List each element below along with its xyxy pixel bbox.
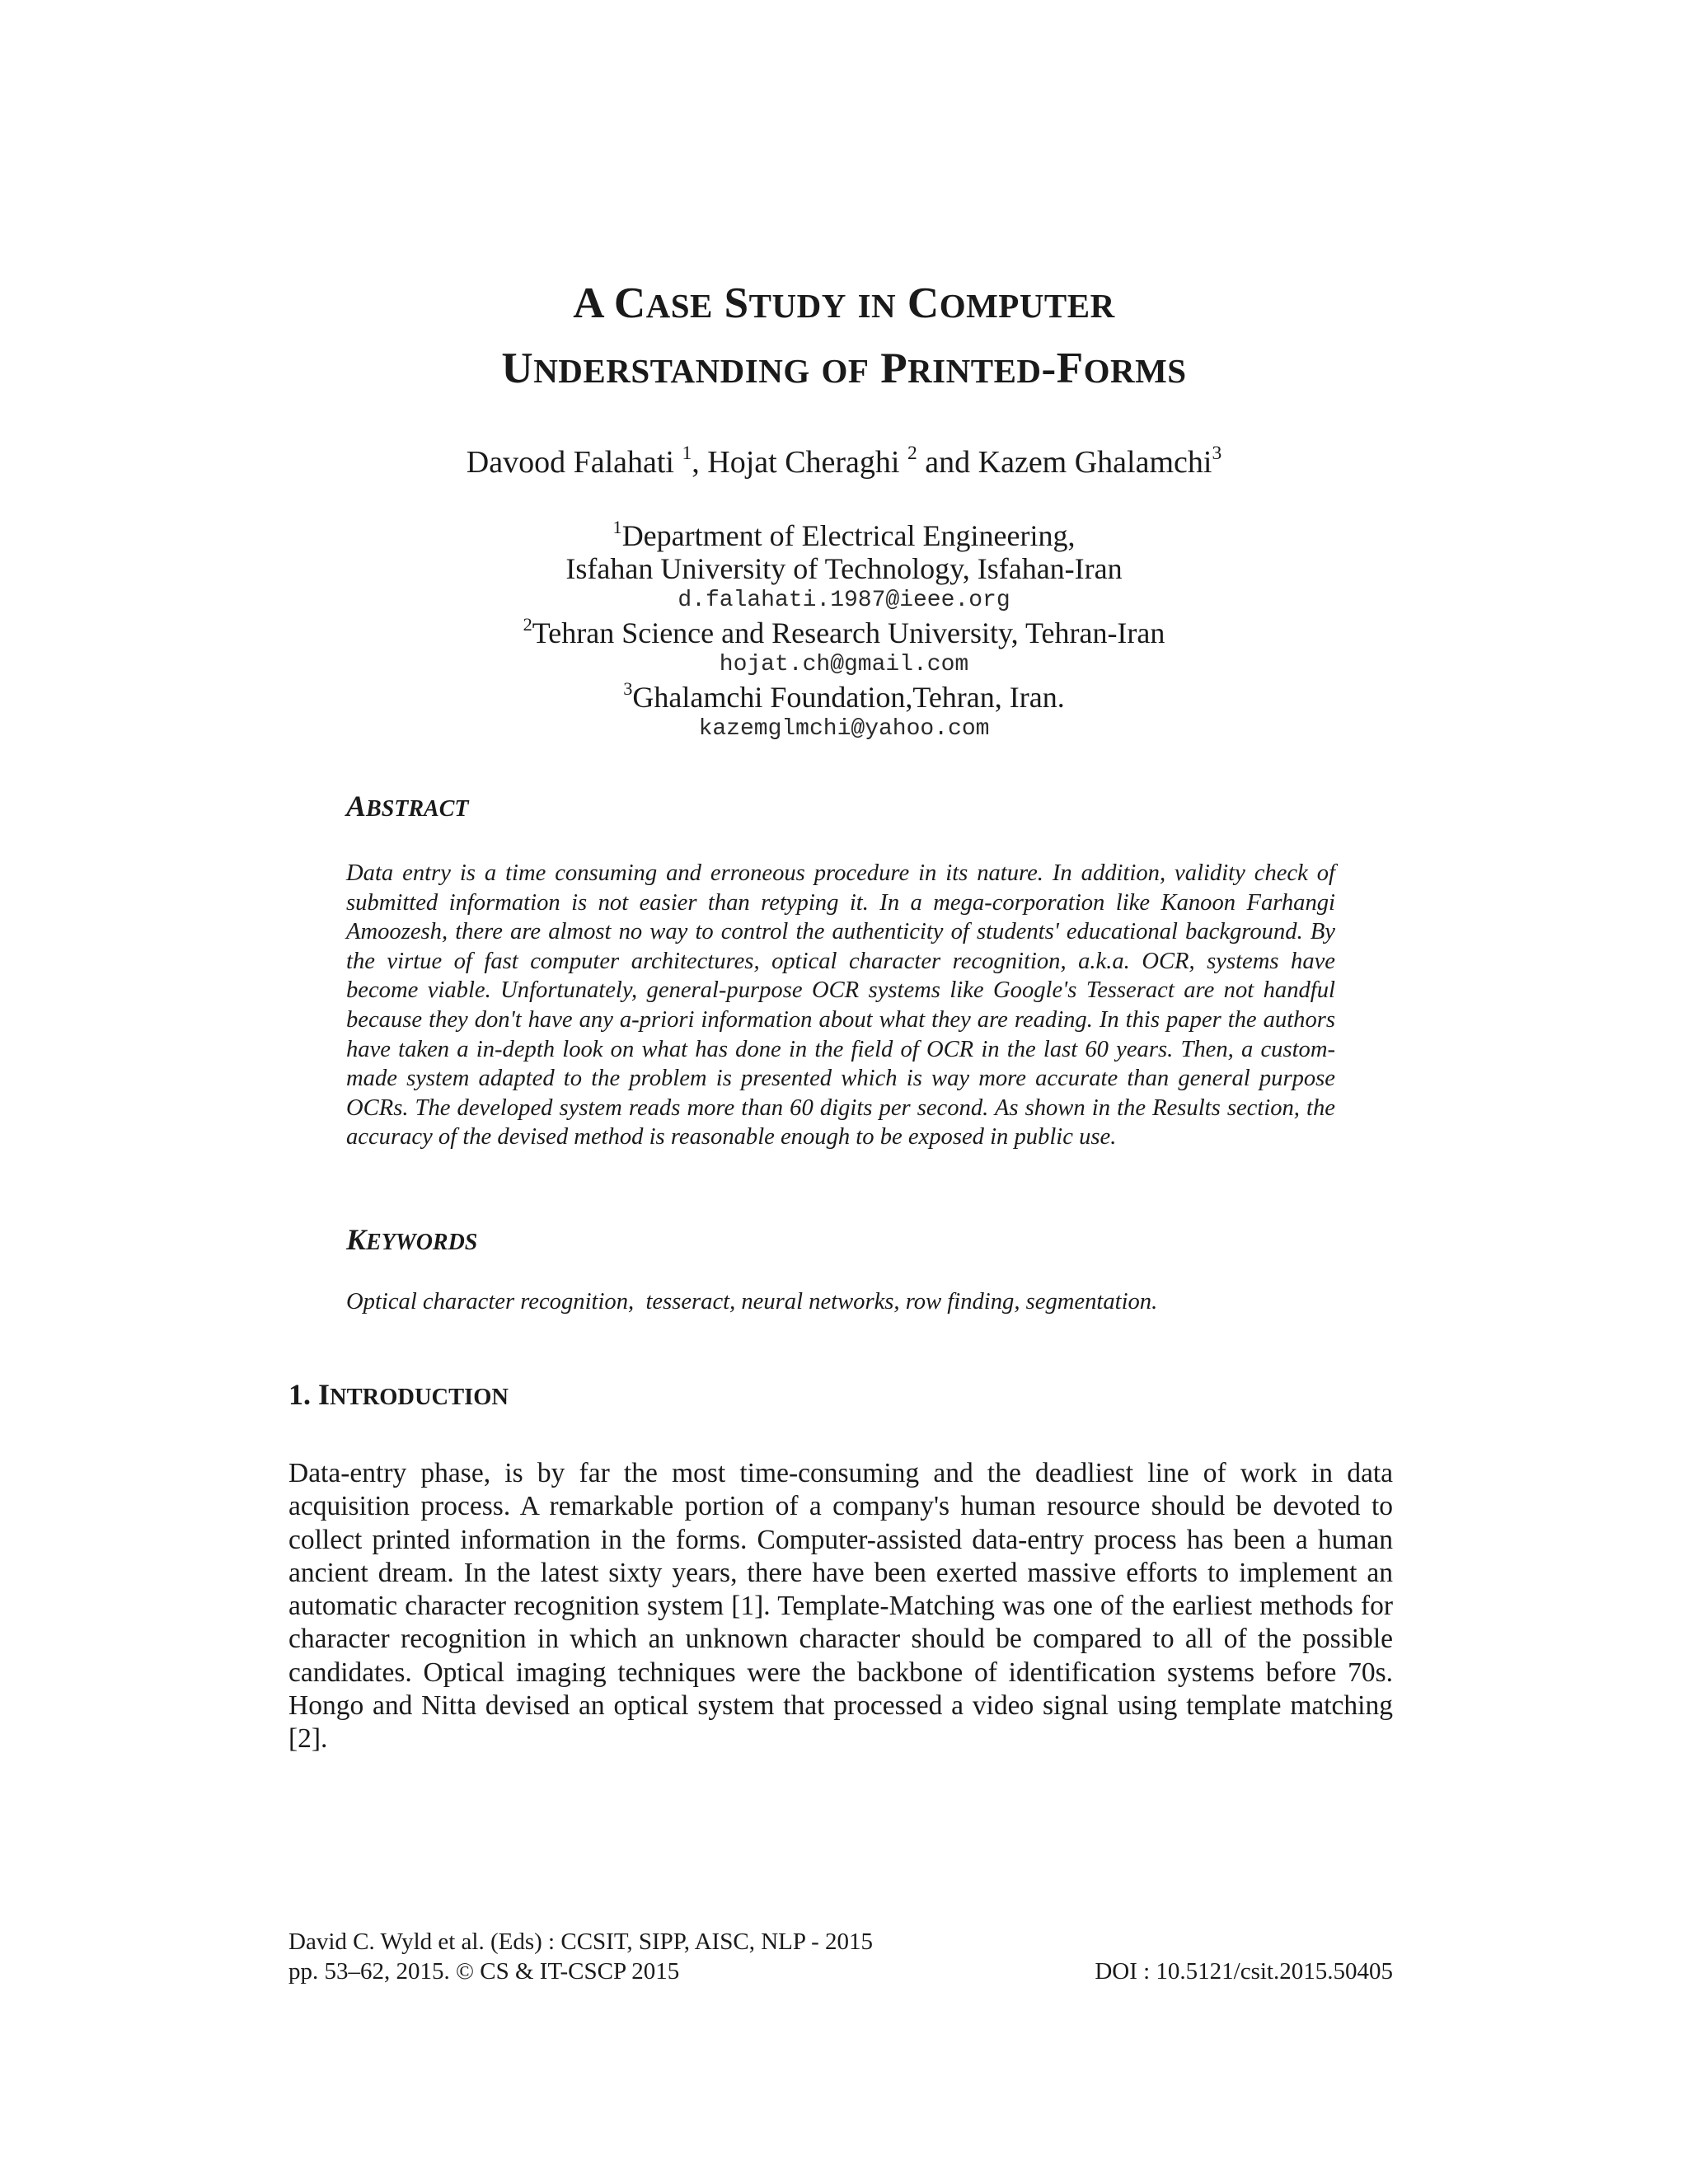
- footer-citation: [288, 1927, 873, 1986]
- paper-title: [0, 272, 1688, 402]
- footer-line-2: pp. 53–62, 2015. © CS & IT-CSCP 2015: [288, 1958, 680, 1985]
- abstract-text: Data entry is a time consuming and erroneous procedure in its nature. In addition, validity check of submitted information is not easier than retyping it. In a mega-corporation like Kanoon Farhangi Amoozesh, there are almost no way to control the authenticity of students' educational background. By the virtue of fast computer architectures, optical character recognition, a.k.a. OCR, systems have become viable. Unfortunately, general-purpose OCR systems like Google's Tesseract are not handful because they don't have any a-priori information about what they are reading. In this paper the authors have taken a in-depth look on what has done in the field of OCR in the last 60 years. Then, a custom-made system adapted to the problem is presented which is way more accurate than general purpose OCRs. The developed system reads more than 60 digits per second. As shown in the Results section, the accuracy of the devised method is reasonable enough to be exposed in public use.: [346, 860, 1335, 1151]
- affiliation-3-email: kazemglmchi@yahoo.com: [698, 716, 990, 742]
- affiliations: [0, 516, 1688, 745]
- author-name: Kazem Ghalamchi: [978, 445, 1212, 480]
- title-line-2: UNDERSTANDING OF PRINTED-FORMS: [501, 344, 1187, 392]
- affiliation-1-line-2: Isfahan University of Technology, Isfahan-Iran: [565, 552, 1123, 585]
- abstract-heading: ABSTRACT: [346, 790, 469, 823]
- keywords-heading: KEYWORDS: [346, 1223, 478, 1256]
- affiliation-1-email: d.falahati.1987@ieee.org: [678, 588, 1010, 613]
- author-affiliation-mark: 3: [1212, 443, 1222, 464]
- section-number: 1.: [288, 1378, 311, 1411]
- title-line-1: A CASE STUDY IN COMPUTER: [573, 279, 1115, 327]
- introduction-text: Data-entry phase, is by far the most time-consuming and the deadliest line of work in data acquisition process. A remarkable portion of a company's human resource should be devoted to collect printed information in the forms. Computer-assisted data-entry process has been a human ancient dream. In the latest sixty years, there have been exerted massive efforts to implement an automatic character recognition system [1]. Template-Matching was one of the earliest methods for character recognition in which an unknown character should be compared to all of the possible candidates. Optical imaging techniques were the backbone of identification systems before 70s. Hongo and Nitta devised an optical system that processed a video signal using template matching [2].: [288, 1458, 1393, 1755]
- author-name: Davood Falahati: [466, 445, 674, 480]
- author-list: Davood Falahati $^1$, Hojat Cheraghi $^2$ and Kazem Ghalamchi$^3$: [466, 443, 1222, 480]
- footer-line-1: David C. Wyld et al. (Eds) : CCSIT, SIPP, AISC, NLP - 2015: [288, 1929, 874, 1955]
- affiliation-3-line-1: $^3$Ghalamchi Foundation,Tehran, Iran.: [623, 677, 1065, 714]
- affiliation-1-line-1: $^1$Department of Electrical Engineering,: [612, 516, 1076, 552]
- affiliation-2-line-1: $^2$Tehran Science and Research University, Tehran-Iran: [523, 613, 1165, 649]
- author-name: Hojat Cheraghi: [707, 445, 900, 480]
- author-conjunction: and: [925, 445, 971, 480]
- footer-doi: DOI : 10.5121/csit.2015.50405: [1095, 1958, 1393, 1985]
- author-affiliation-mark: 1: [682, 443, 692, 464]
- introduction-heading: 1. INTRODUCTION: [288, 1378, 509, 1411]
- affiliation-2-email: hojat.ch@gmail.com: [719, 652, 969, 677]
- author-affiliation-mark: 2: [907, 443, 917, 464]
- keywords-text: Optical character recognition, tesseract, neural networks, row finding, segmentation.: [346, 1289, 1158, 1315]
